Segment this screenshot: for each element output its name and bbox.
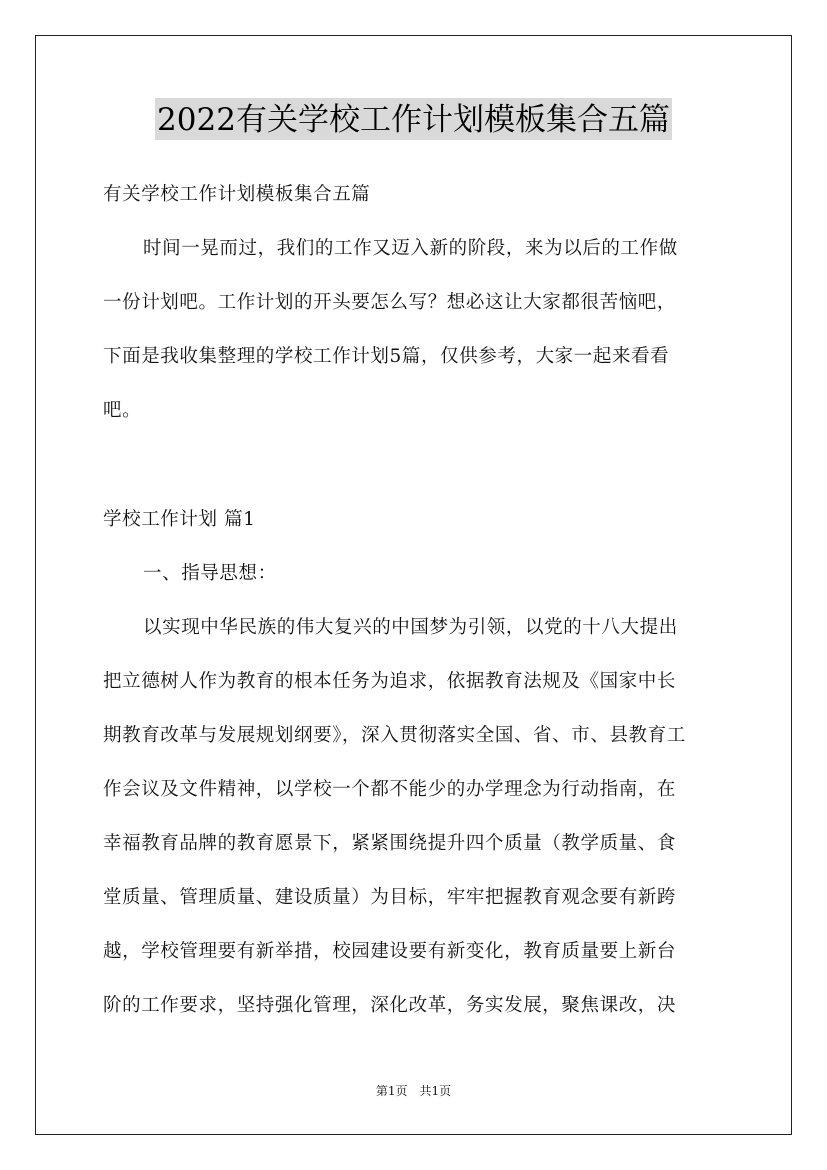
section-heading: 学校工作计划 篇1 — [103, 509, 256, 530]
page-number: 第1页 共1页 — [375, 1084, 452, 1098]
intro-line: 下面是我收集整理的学校工作计划5篇，仅供参考，大家一起来看看 — [103, 346, 670, 367]
body-line: 把立德树人作为教育的根本任务为追求，依据教育法规及《国家中长 — [103, 671, 677, 692]
document-subtitle: 有关学校工作计划模板集合五篇 — [103, 184, 371, 205]
body-line: 堂质量、管理质量、建设质量）为目标，牢牢把握教育观念要有新跨 — [103, 887, 677, 908]
intro-line: 吧。 — [103, 400, 142, 421]
body-line: 阶的工作要求，坚持强化管理，深化改革，务实发展，聚焦课改，决 — [103, 995, 677, 1016]
body-line: 以实现中华民族的伟大复兴的中国梦为引领，以党的十八大提出 — [143, 617, 678, 638]
document-title: 2022有关学校工作计划模板集合五篇 — [155, 98, 672, 140]
intro-line: 时间一晃而过，我们的工作又迈入新的阶段，来为以后的工作做 — [143, 238, 678, 259]
body-line: 越，学校管理要有新举措，校园建设要有新变化，教育质量要上新台 — [103, 941, 677, 962]
subsection-heading: 一、指导思想： — [143, 563, 277, 584]
intro-line: 一份计划吧。工作计划的开头要怎么写？想必这让大家都很苦恼吧， — [103, 292, 677, 313]
title-container — [0, 98, 827, 140]
body-line: 作会议及文件精神，以学校一个都不能少的办学理念为行动指南，在 — [103, 779, 677, 800]
body-line: 幸福教育品牌的教育愿景下，紧紧围绕提升四个质量（教学质量、食 — [103, 833, 677, 854]
body-line: 期教育改革与发展规划纲要》，深入贯彻落实全国、省、市、县教育工 — [103, 725, 686, 746]
